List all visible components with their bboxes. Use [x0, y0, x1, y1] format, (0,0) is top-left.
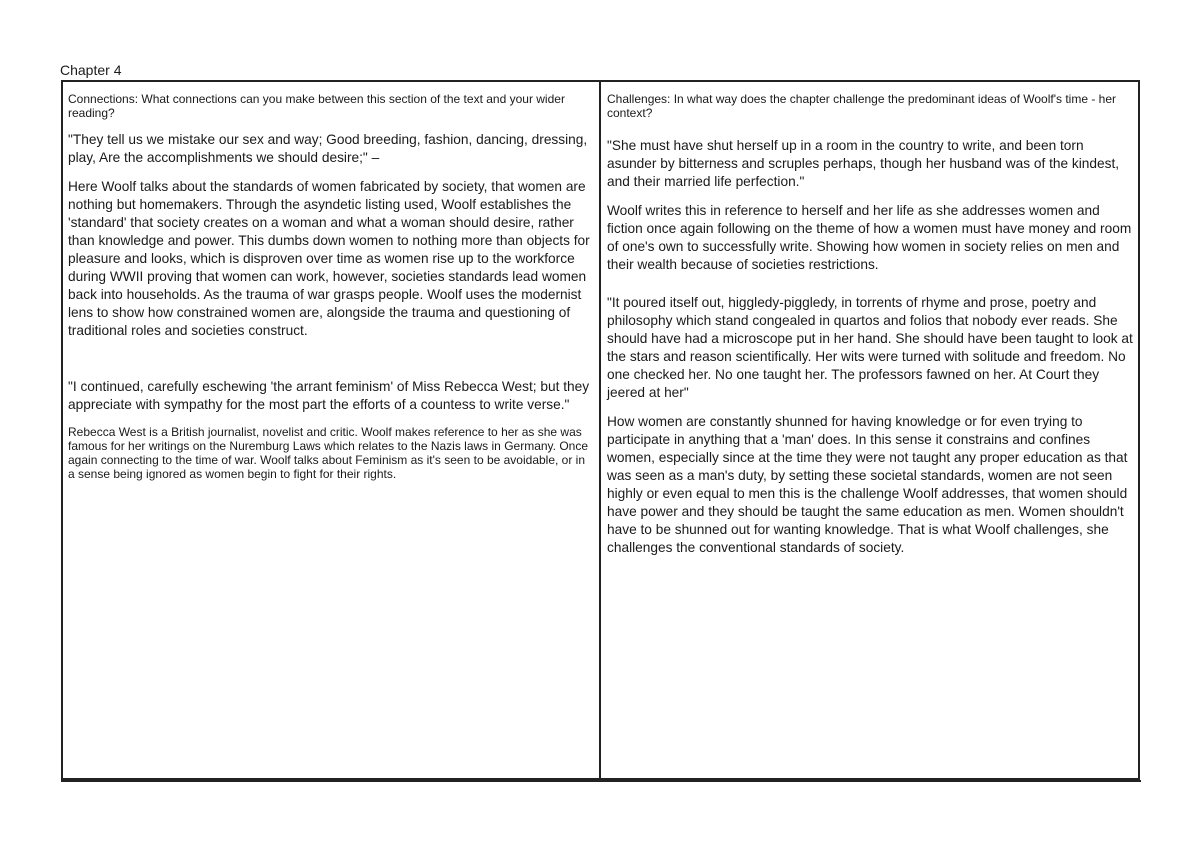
challenges-cell [607, 92, 1135, 557]
connections-cell [68, 92, 595, 481]
challenges-heading: Challenges: In what way does the chapter challenge the predominant ideas of Woolf's time - her context? [607, 92, 1117, 120]
challenges-analysis-1: Woolf writes this in reference to herself and her life as she addresses women and fiction once again following on the theme of how a women must have money and room of one's own to successfully write. Showing how women in society relies on men and their wealth because of societies restrictions. [607, 203, 1132, 272]
connections-heading: Connections: What connections can you make between this section of the text and your wider reading? [68, 92, 565, 120]
connections-quote-1: "They tell us we mistake our sex and way; Good breeding, fashion, dancing, dressing, play, Are the accomplishments we should desire;" – [68, 132, 588, 165]
connections-analysis-1: Here Woolf talks about the standards of women fabricated by society, that women are nothing but homemakers. Through the asyndetic listing used, Woolf establishes the 'standard' that society creates on a woman and what a woman should desire, rather than knowledge and power. This dumbs down women to nothing more than objects for pleasure and looks, which is disproven over time as women rise up to the workforce during WWII proving that women can work, however, societies standards lead women back into households. As the trauma of war grasps people. Woolf uses the modernist lens to show how constrained women are, alongside the trauma and questioning of traditional roles and societies construct. [68, 179, 590, 338]
connections-analysis-2: Rebecca West is a British journalist, novelist and critic. Woolf makes reference to her as she was famous for her writings on the Nuremburg Laws which relates to the Nazis laws in Germany. Once again connecting to the time of war. Woolf talks about Feminism as it's seen to be avoidable, or in a sense being ignored as women begin to fight for their rights. [68, 425, 588, 481]
table-bottom-rule [61, 780, 1141, 782]
page-title: Chapter 4 [60, 62, 122, 78]
challenges-quote-2: "It poured itself out, higgledy-piggledy, in torrents of rhyme and prose, poetry and philosophy which stand congealed in quartos and folios that nobody ever reads. She should have had a microscope put in her hand. She should have been taught to look at the stars and reason scientifically. Her wits were turned with solitude and freedom. No one checked her. No one taught her. The professors fawned on her. At Court they jeered at her" [607, 295, 1133, 400]
column-divider [599, 80, 601, 780]
challenges-analysis-2: How women are constantly shunned for having knowledge or for even trying to participate in anything that a 'man' does. In this sense it constrains and confines women, especially since at the time they were not taught any proper education as that was seen as a man's duty, by setting these societal standards, women are not seen highly or even equal to men this is the challenge Woolf addresses, that women should have power and they should be taught the same education as men. Women shouldn't have to be shunned out for wanting knowledge. That is what Woolf challenges, she challenges the conventional standards of society. [607, 414, 1128, 555]
connections-quote-2: "I continued, carefully eschewing 'the arrant feminism' of Miss Rebecca West; but they appreciate with sympathy for the most part the efforts of a countess to write verse." [68, 379, 590, 412]
challenges-quote-1: "She must have shut herself up in a room in the country to write, and been torn asunder by bitterness and scruples perhaps, though her husband was of the kindest, and their married life perfection." [607, 138, 1120, 189]
